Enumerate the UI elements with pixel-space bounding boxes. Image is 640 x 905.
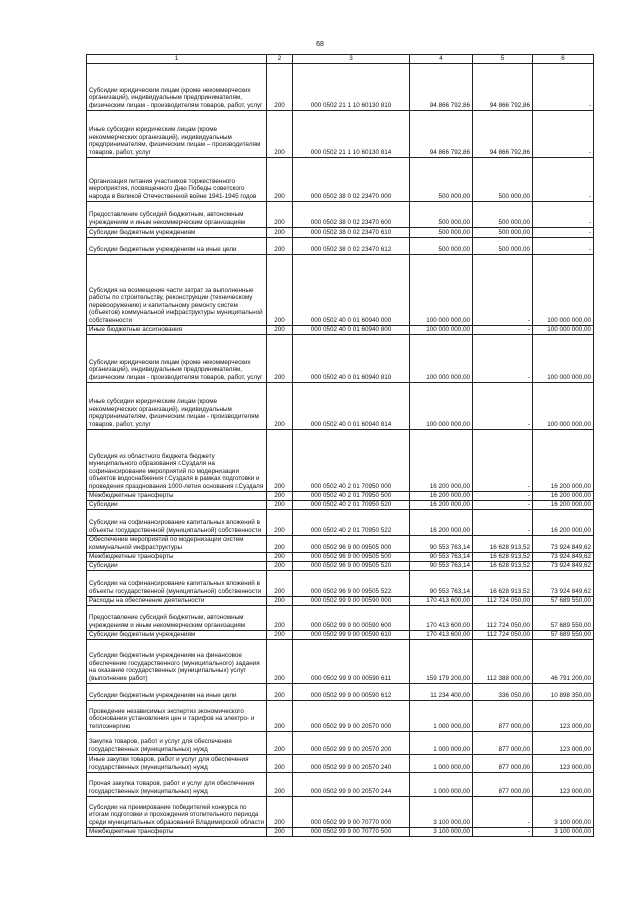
row-description: Субсидия из областного бюджета бюджету муниципального образования г.Суздаля на софинансирование мероприятий по модернизации объектов водоснабжения г.Суздаля в рамках подготовки и проведения празднования 1000-летия основания г.Суздаля	[87, 429, 267, 491]
row-description: Субсидии юридическим лицам (кроме некоммерческих организаций), индивидуальным предпринимателям, физическим лицам - производителям товаров, работ, услуг	[87, 63, 267, 110]
row-budget-code: 000 0502 40 2 01 70950 520	[293, 500, 410, 509]
row-admin-code: 200	[267, 827, 293, 836]
table-row	[87, 731, 594, 754]
row-value-col6: 123 000,00	[533, 700, 594, 731]
row-value-col4: 170 413 600,00	[410, 605, 473, 630]
table-body	[87, 55, 594, 837]
row-value-col4: 16 200 000,00	[410, 509, 473, 535]
row-value-col6: 123 000,00	[533, 754, 594, 772]
table-row	[87, 429, 594, 491]
row-admin-code: 200	[267, 254, 293, 325]
table-row	[87, 63, 594, 110]
row-value-col4: 16 200 000,00	[410, 500, 473, 509]
row-description: Субсидия на возмещение части затрат за выполненные работы по строительству, реконструкции (техническому перевооружению) и капитальному ремонту систем (объектов) коммунальной инфраструктуры муниципальной собственности	[87, 254, 267, 325]
row-value-col4: 3 100 000,00	[410, 827, 473, 836]
row-admin-code: 200	[267, 491, 293, 500]
row-budget-code: 000 0502 99 9 00 20570 240	[293, 754, 410, 772]
header-col-4: 4	[410, 55, 473, 64]
row-value-col4: 1 000 000,00	[410, 772, 473, 796]
row-value-col5: 336 050,00	[473, 683, 533, 700]
row-description: Иные закупки товаров, работ и услуг для обеспечения государственных (муниципальных) нужд	[87, 754, 267, 772]
row-value-col6: 100 000 000,00	[533, 254, 594, 325]
row-budget-code: 000 0502 99 9 00 00590 612	[293, 683, 410, 700]
row-admin-code: 200	[267, 325, 293, 334]
row-admin-code: 200	[267, 772, 293, 796]
header-col-1: 1	[87, 55, 267, 64]
row-value-col5: 877 000,00	[473, 772, 533, 796]
table-row	[87, 110, 594, 157]
row-value-col4: 90 553 763,14	[410, 535, 473, 552]
row-value-col6: 16 200 000,00	[533, 491, 594, 500]
row-value-col4: 100 000 000,00	[410, 334, 473, 382]
row-admin-code: 200	[267, 509, 293, 535]
row-description: Иные бюджетные ассигнования	[87, 325, 267, 334]
row-value-col6: 16 200 000,00	[533, 500, 594, 509]
row-budget-code: 000 0502 40 2 01 70950 000	[293, 429, 410, 491]
row-value-col4: 100 000 000,00	[410, 382, 473, 429]
row-admin-code: 200	[267, 110, 293, 157]
row-description: Субсидии бюджетным учреждениям	[87, 630, 267, 639]
row-value-col6: 73 924 849,62	[533, 552, 594, 561]
row-value-col4: 11 234 400,00	[410, 683, 473, 700]
row-description: Субсидии	[87, 500, 267, 509]
row-admin-code: 200	[267, 605, 293, 630]
row-admin-code: 200	[267, 500, 293, 509]
table-row	[87, 535, 594, 552]
row-value-col5: -	[473, 334, 533, 382]
row-value-col5: 16 628 913,52	[473, 535, 533, 552]
row-budget-code: 000 0502 40 0 01 60940 814	[293, 382, 410, 429]
table-row	[87, 561, 594, 570]
row-value-col6: 123 000,00	[533, 772, 594, 796]
row-value-col5: 877 000,00	[473, 731, 533, 754]
row-description: Иные субсидии юридическим лицам (кроме некоммерческих организаций), индивидуальным предпринимателям, физическим лицам – производителям товаров, работ, услуг	[87, 110, 267, 157]
row-value-col6: 73 924 849,62	[533, 561, 594, 570]
row-admin-code: 200	[267, 334, 293, 382]
row-value-col5: -	[473, 382, 533, 429]
table-row	[87, 334, 594, 382]
row-value-col5: 877 000,00	[473, 754, 533, 772]
row-value-col6: -	[533, 157, 594, 201]
row-budget-code: 000 0502 96 9 00 09505 520	[293, 561, 410, 570]
row-value-col6: 73 924 849,62	[533, 535, 594, 552]
row-value-col5: -	[473, 491, 533, 500]
row-value-col6: 57 689 550,00	[533, 630, 594, 639]
row-value-col6: 16 200 000,00	[533, 429, 594, 491]
table-row	[87, 500, 594, 509]
row-value-col5: 112 388 000,00	[473, 639, 533, 683]
table-row	[87, 552, 594, 561]
row-value-col5: -	[473, 325, 533, 334]
row-budget-code: 000 0502 21 1 10 60130 810	[293, 63, 410, 110]
table-row	[87, 796, 594, 827]
table-row	[87, 754, 594, 772]
header-col-5: 5	[473, 55, 533, 64]
row-admin-code: 200	[267, 561, 293, 570]
row-budget-code: 000 0502 96 9 00 09505 522	[293, 570, 410, 596]
row-description: Проведение независимых экспертиз экономического обоснования установления цен и тарифов на электро- и теплоэнергию	[87, 700, 267, 731]
row-description: Межбюджетные трансферты	[87, 552, 267, 561]
row-value-col5: -	[473, 254, 533, 325]
row-budget-code: 000 0502 96 9 00 09505 500	[293, 552, 410, 561]
row-value-col5: 16 628 913,52	[473, 552, 533, 561]
row-value-col6: 16 200 000,00	[533, 509, 594, 535]
row-value-col6: 57 689 550,00	[533, 596, 594, 605]
row-description: Организация питания участников торжественного мероприятия, посвященного Дню Победы советского народа в Великой Отечественной войне 1941-1945 годов	[87, 157, 267, 201]
table-row	[87, 325, 594, 334]
row-value-col5: -	[473, 429, 533, 491]
row-description: Предоставление субсидий бюджетным, автономным учреждениям и иным некоммерческим организациям	[87, 605, 267, 630]
row-budget-code: 000 0502 99 9 00 70770 000	[293, 796, 410, 827]
row-budget-code: 000 0502 99 9 00 20570 200	[293, 731, 410, 754]
row-value-col5: 112 724 050,00	[473, 596, 533, 605]
table-row	[87, 254, 594, 325]
header-col-3: 3	[293, 55, 410, 64]
row-value-col6: -	[533, 227, 594, 237]
row-value-col4: 90 553 763,14	[410, 570, 473, 596]
row-value-col4: 100 000 000,00	[410, 254, 473, 325]
row-value-col5: 112 724 050,00	[473, 630, 533, 639]
header-col-6: 6	[533, 55, 594, 64]
row-value-col4: 159 179 200,00	[410, 639, 473, 683]
table-row	[87, 201, 594, 227]
row-value-col6: -	[533, 237, 594, 254]
row-admin-code: 200	[267, 683, 293, 700]
row-description: Расходы на обеспечение деятельности	[87, 596, 267, 605]
row-value-col5: 500 000,00	[473, 227, 533, 237]
page-number: 68	[316, 41, 324, 48]
row-value-col5: 112 724 050,00	[473, 605, 533, 630]
row-value-col4: 500 000,00	[410, 237, 473, 254]
row-value-col5: 94 866 792,86	[473, 110, 533, 157]
table-row	[87, 700, 594, 731]
row-value-col5: 500 000,00	[473, 237, 533, 254]
row-value-col6: 100 000 000,00	[533, 325, 594, 334]
row-description: Субсидии юридическим лицам (кроме некоммерческих организаций), индивидуальным предпринимателям, физическим лицам - производителям товаров, работ, услуг	[87, 334, 267, 382]
row-value-col4: 16 200 000,00	[410, 429, 473, 491]
row-admin-code: 200	[267, 63, 293, 110]
table-row	[87, 157, 594, 201]
header-col-2: 2	[267, 55, 293, 64]
row-value-col6: 3 100 000,00	[533, 827, 594, 836]
row-value-col4: 94 866 792,86	[410, 63, 473, 110]
row-budget-code: 000 0502 96 9 00 09505 000	[293, 535, 410, 552]
row-budget-code: 000 0502 40 0 01 60940 800	[293, 325, 410, 334]
row-value-col4: 500 000,00	[410, 201, 473, 227]
row-description: Субсидии бюджетным учреждениям	[87, 227, 267, 237]
row-budget-code: 000 0502 99 9 00 70770 500	[293, 827, 410, 836]
row-budget-code: 000 0502 99 9 00 00590 000	[293, 596, 410, 605]
table-row	[87, 827, 594, 836]
row-value-col6: 73 924 849,62	[533, 570, 594, 596]
row-value-col6: 3 100 000,00	[533, 796, 594, 827]
row-value-col5: -	[473, 827, 533, 836]
row-description: Субсидии	[87, 561, 267, 570]
table-row	[87, 605, 594, 630]
row-budget-code: 000 0502 38 0 02 23470 000	[293, 157, 410, 201]
table-row	[87, 596, 594, 605]
row-value-col5: -	[473, 509, 533, 535]
row-value-col4: 90 553 763,14	[410, 561, 473, 570]
row-value-col6: 46 791 200,00	[533, 639, 594, 683]
row-description: Предоставление субсидий бюджетным, автономным учреждениям и иным некоммерческим организациям	[87, 201, 267, 227]
row-value-col4: 1 000 000,00	[410, 700, 473, 731]
row-admin-code: 200	[267, 552, 293, 561]
table-row	[87, 227, 594, 237]
table-row	[87, 382, 594, 429]
table-row	[87, 237, 594, 254]
row-admin-code: 200	[267, 382, 293, 429]
row-description: Субсидии на софинансирование капитальных вложений в объекты государственной (муниципальной) собственности	[87, 570, 267, 596]
row-value-col4: 16 200 000,00	[410, 491, 473, 500]
row-admin-code: 200	[267, 700, 293, 731]
row-value-col6: 100 000 000,00	[533, 334, 594, 382]
row-value-col4: 170 413 600,00	[410, 630, 473, 639]
row-value-col4: 500 000,00	[410, 227, 473, 237]
row-value-col4: 94 866 792,86	[410, 110, 473, 157]
row-description: Субсидии на софинансирование капитальных вложений в объекты государственной (муниципальной) собственности	[87, 509, 267, 535]
row-admin-code: 200	[267, 796, 293, 827]
row-admin-code: 200	[267, 237, 293, 254]
row-budget-code: 000 0502 99 9 00 20570 000	[293, 700, 410, 731]
row-admin-code: 200	[267, 201, 293, 227]
row-description: Субсидии бюджетным учреждениям на иные цели	[87, 237, 267, 254]
row-value-col5: -	[473, 796, 533, 827]
row-admin-code: 200	[267, 731, 293, 754]
row-value-col5: 500 000,00	[473, 157, 533, 201]
row-budget-code: 000 0502 99 9 00 00590 611	[293, 639, 410, 683]
row-value-col5: 16 628 913,52	[473, 570, 533, 596]
row-value-col4: 1 000 000,00	[410, 731, 473, 754]
row-description: Межбюджетные трансферты	[87, 491, 267, 500]
row-admin-code: 200	[267, 754, 293, 772]
row-description: Закупка товаров, работ и услуг для обеспечения государственных (муниципальных) нужд	[87, 731, 267, 754]
row-budget-code: 000 0502 38 0 02 23470 612	[293, 237, 410, 254]
row-value-col4: 90 553 763,14	[410, 552, 473, 561]
row-value-col5: 94 866 792,86	[473, 63, 533, 110]
row-budget-code: 000 0502 99 9 00 20570 244	[293, 772, 410, 796]
table-row	[87, 509, 594, 535]
table-row	[87, 491, 594, 500]
row-value-col6: -	[533, 110, 594, 157]
table-row	[87, 772, 594, 796]
row-budget-code: 000 0502 38 0 02 23470 600	[293, 201, 410, 227]
row-value-col4: 3 100 000,00	[410, 796, 473, 827]
table-row	[87, 570, 594, 596]
row-admin-code: 200	[267, 157, 293, 201]
row-value-col4: 1 000 000,00	[410, 754, 473, 772]
row-budget-code: 000 0502 99 9 00 00590 610	[293, 630, 410, 639]
row-value-col6: 123 000,00	[533, 731, 594, 754]
row-budget-code: 000 0502 40 0 01 60940 810	[293, 334, 410, 382]
row-value-col4: 500 000,00	[410, 157, 473, 201]
row-value-col6: 100 000 000,00	[533, 382, 594, 429]
row-description: Субсидии бюджетным учреждениям на финансовое обеспечение государственного (муниципального) задания на оказание государственных (муниципальных) услуг (выполнение работ)	[87, 639, 267, 683]
row-budget-code: 000 0502 21 1 10 60130 814	[293, 110, 410, 157]
row-admin-code: 200	[267, 596, 293, 605]
row-admin-code: 200	[267, 227, 293, 237]
row-description: Прочая закупка товаров, работ и услуг для обеспечения государственных (муниципальных) нужд	[87, 772, 267, 796]
row-value-col6: -	[533, 63, 594, 110]
row-value-col5: 877 000,00	[473, 700, 533, 731]
row-admin-code: 200	[267, 429, 293, 491]
row-description: Иные субсидии юридическим лицам (кроме некоммерческих организаций), индивидуальным предпринимателям, физическим лицам - производителям товаров, работ, услуг	[87, 382, 267, 429]
row-value-col4: 100 000 000,00	[410, 325, 473, 334]
row-budget-code: 000 0502 38 0 02 23470 610	[293, 227, 410, 237]
row-admin-code: 200	[267, 639, 293, 683]
row-budget-code: 000 0502 40 2 01 70950 500	[293, 491, 410, 500]
row-value-col5: 500 000,00	[473, 201, 533, 227]
row-description: Субсидии на премирование победителей конкурса по итогам подготовки и прохождения отопительного периода среди муниципальных образований Владимирской области	[87, 796, 267, 827]
row-value-col6: 10 898 350,00	[533, 683, 594, 700]
row-description: Межбюджетные трансферты	[87, 827, 267, 836]
row-value-col6: 57 689 550,00	[533, 605, 594, 630]
row-description: Субсидии бюджетным учреждениям на иные цели	[87, 683, 267, 700]
row-budget-code: 000 0502 40 2 01 70950 522	[293, 509, 410, 535]
row-admin-code: 200	[267, 535, 293, 552]
row-value-col4: 170 413 600,00	[410, 596, 473, 605]
table-row	[87, 630, 594, 639]
row-budget-code: 000 0502 99 9 00 00590 600	[293, 605, 410, 630]
table-row	[87, 683, 594, 700]
row-admin-code: 200	[267, 570, 293, 596]
row-value-col5: -	[473, 500, 533, 509]
budget-table	[86, 54, 594, 837]
row-description: Обеспечение мероприятий по модернизации систем коммунальной инфраструктуры	[87, 535, 267, 552]
table-header-row	[87, 55, 594, 64]
row-value-col5: 16 628 913,52	[473, 561, 533, 570]
row-budget-code: 000 0502 40 0 01 60940 000	[293, 254, 410, 325]
row-value-col6: -	[533, 201, 594, 227]
table-row	[87, 639, 594, 683]
row-admin-code: 200	[267, 630, 293, 639]
